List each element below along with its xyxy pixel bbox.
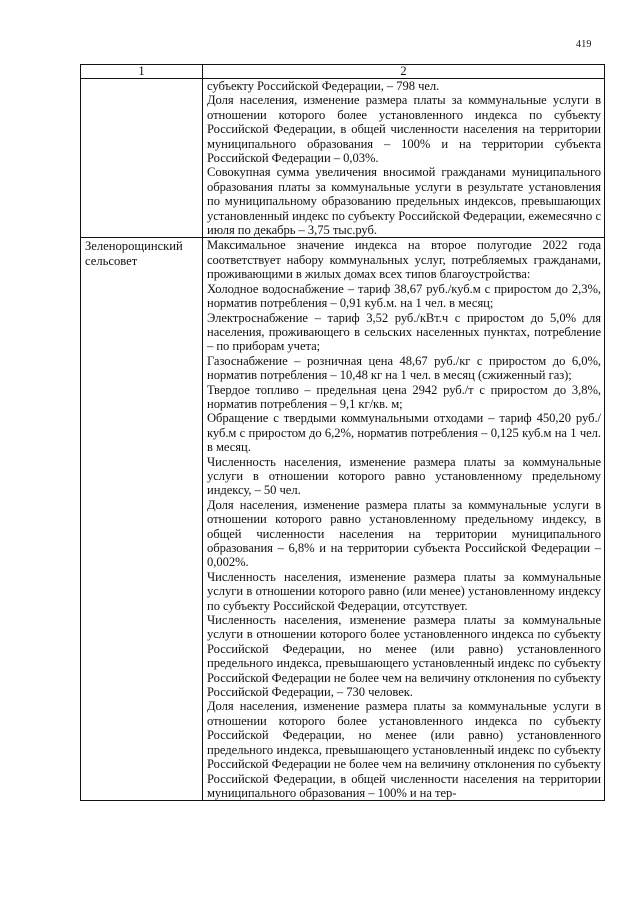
municipality-name: Зеленорощинский сельсовет — [85, 239, 183, 268]
paragraph: Газоснабжение – розничная цена 48,67 руб./кг с приростом до 6,0%, норматив потребления – 10,48 кг на 1 чел. в месяц (сжиженный газ); — [207, 353, 601, 383]
description-cell — [203, 238, 605, 801]
paragraph: Доля населения, изменение размера платы за коммунальные услуги в отношении которого равно установленному предельному индексу, в общей численности населения на территории муниципального образования – 6,8% и на территории субъекта Российской Федерации – 0,002%. — [207, 497, 601, 570]
paragraph: Твердое топливо – предельная цена 2942 руб./т с приростом до 3,8%, норматив потребления – 9,1 кг/кв. м; — [207, 382, 601, 411]
paragraph: Доля населения, изменение размера платы за коммунальные услуги в отношении которого более установленного индекса по субъекту Российской Федерации, но менее (или равно) установленного предельного индекса, превышающего установленный индекс по субъекту Российской Федерации не более чем на величину отклонения по субъекту Российской Федерации, в общей численности населения на территории муниципального образования – 100% и на тер- — [207, 699, 601, 800]
paragraph: Обращение с твердыми коммунальными отходами – тариф 450,20 руб./куб.м с приростом до 6,2%, норматив потребления – 0,125 куб.м на 1 чел. в месяц. — [207, 411, 601, 455]
municipality-name — [85, 79, 199, 80]
page-number: 419 — [576, 39, 592, 50]
column-header-2: 2 — [203, 65, 605, 79]
municipality-cell — [81, 79, 203, 238]
table-row — [81, 79, 605, 238]
description-cell — [203, 79, 605, 238]
paragraph: Численность населения, изменение размера платы за коммунальные услуги в отношении которого равно установленному предельному индексу, – 50 чел. — [207, 454, 601, 498]
paragraph: Электроснабжение – тариф 3,52 руб./кВт.ч с приростом до 5,0% для населения, проживающего в сельских населенных пунктах, потребление – по приборам учета; — [207, 310, 601, 354]
document-table — [80, 64, 605, 801]
column-header-1: 1 — [81, 65, 203, 79]
paragraph: Совокупная сумма увеличения вносимой гражданами муниципального образования платы за коммунальные услуги в результате установления по муниципальному образованию предельных индексов, превышающих установленный индекс по субъекту Российской Федерации, ежемесячно с июля по декабрь – 3,75 тыс.руб. — [207, 165, 601, 238]
municipality-cell — [81, 238, 203, 801]
paragraph: Доля населения, изменение размера платы за коммунальные услуги в отношении которого более установленного индекса по субъекту Российской Федерации, в общей численности населения на территории муниципального образования – 100% и на территории субъекта Российской Федерации – 0,03%. — [207, 93, 601, 166]
paragraph: Численность населения, изменение размера платы за коммунальные услуги в отношении которого более установленного индекса по субъекту Российской Федерации, но менее (или равно) установленного предельного индекса, превышающего установленный индекс по субъекту Российской Федерации не более чем на величину отклонения по субъекту Российской Федерации, – 730 человек. — [207, 613, 601, 700]
table-header-row — [81, 65, 605, 79]
table-row — [81, 238, 605, 801]
paragraph: Холодное водоснабжение – тариф 38,67 руб./куб.м с приростом до 2,3%, норматив потребления – 0,91 куб.м. на 1 чел. в месяц; — [207, 281, 601, 311]
paragraph: Численность населения, изменение размера платы за коммунальные услуги в отношении которого равно (или менее) установленному индексу по субъекту Российской Федерации, отсутствует. — [207, 569, 601, 613]
paragraph: Максимальное значение индекса на второе полугодие 2022 года соответствует набору коммунальных услуг, потребляемых гражданами, проживающими в жилых домах всех типов благоустройства: — [207, 238, 601, 282]
paragraph: субъекту Российской Федерации, – 798 чел. — [207, 79, 440, 93]
